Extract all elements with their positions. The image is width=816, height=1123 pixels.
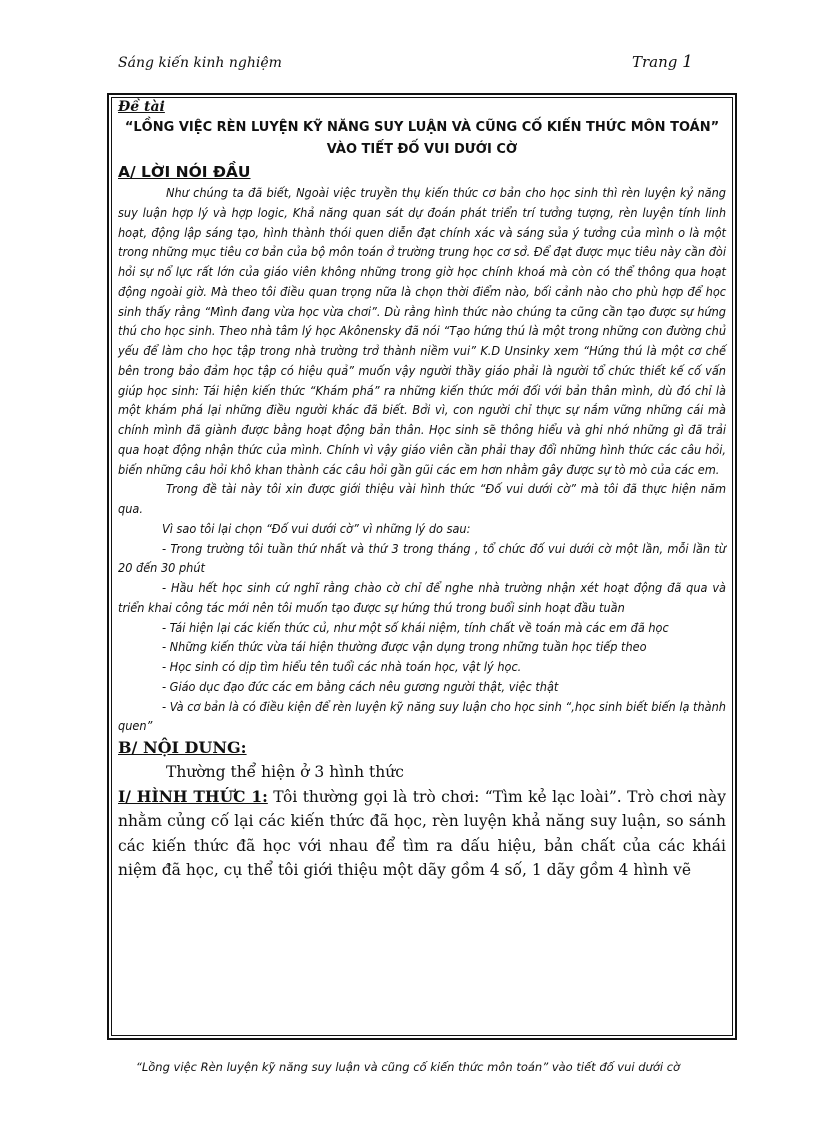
title-line-2: VÀO TIẾT ĐỐ VUI DƯỚI CỜ [326,142,518,157]
form-1-text: Tôi thường gọi là trò chơi: “Tìm kẻ lạc loài”. Trò chơi này nhằm củng cố lại các kiến thức đã học, rèn luyện khả năng suy luận, so sánh các kiến thức đã học với nhau để tìm ra dấu hiệu, bản chất của các khái niệm đã học, cụ thể tôi giới thiệu một dãy gồm 4 số, 1 dãy gồm 4 hình vẽ [118,787,726,879]
header-page [632,52,693,72]
reason-item: - Những kiến thức vừa tái hiện thường được vận dụng trong những tuần học tiếp theo [162,639,647,655]
page-footer: “Lồng việc Rèn luyện kỹ năng suy luận và cũng cố kiến thức môn toán” vào tiết đố vui dưới cờ [135,1060,681,1074]
page-number: 1 [682,52,693,72]
reason-item: - Trong trường tôi tuần thứ nhất và thứ 3 trong tháng , tổ chức đố vui dưới cờ một lần, mỗi lần từ 20 đến 30 phút [118,540,726,576]
reason-item: - Học sinh có dịp tìm hiểu tên tuổi các nhà toán học, vật lý học. [162,659,522,674]
document-body [118,97,726,883]
intro-paragraph: Như chúng ta đã biết, Ngoài việc truyền thụ kiến thức cơ bản cho học sinh thì rèn luyện kỷ năng suy luận hợp lý và hợp logic, Khả năng quan sát dự đoán phát triển trí tưởng tượng, rèn luyện tính linh hoạt, động lập sáng tạo, hình thành thói quen diễn đạt chính xác và sáng sủa ý tưởng của mình o là một trong những mục tiêu cơ bản của bộ môn toán ở trường trung học cơ sở. Để đạt được mục tiêu này cần đòi hỏi sự nổ lực rất lớn của giáo viên không những trong giờ học chính khoá mà còn có thể thông qua hoạt động ngoài giờ. Mà theo tôi điều quan trọng nữa là chọn thời điểm nào, bối cảnh nào cho phù hợp để học sinh thấy rằng “Mình đang vừa học vừa chơi”. Dù rằng hình thức nào chúng ta cũng cần tạo được sự hứng thú cho học sinh. Theo nhà tâm lý học Akônensky đã nói “Tạo hứng thú là một trong những con đường chủ yếu để làm cho học tập trong nhà trường trở thành niềm vui” K.D Unsinky xem “Hứng thú là một cơ chế bên trong bảo đảm học tập có hiệu quả” muốn vậy người thầy giáo phải là người tổ chức thiết kế cố vấn giúp học sinh: Tái hiện kiến thức “Khám phá” ra những kiến thức mới đối với bản thân mình, dù đó chỉ là một khám phá lại những điều người khác đã biết. Bởi vì, con người chỉ thực sự nắm vững những cái mà chính mình đã giành được bằng hoạt động bản thân. Học sinh sẽ thông hiểu và ghi nhớ những gì đã trải qua hoạt động nhận thức của mình. Chính vì vậy giáo viên cần phải thay đổi những hình thức các câu hỏi, biến những câu hỏi khô khan thành các câu hỏi gần gũi các em hơn nhằm gây được sự tò mò của các em. [118,185,726,477]
title-line-1: “LỒNG VIỆC RÈN LUYỆN KỸ NĂNG SUY LUẬN VÀ CŨNG CỐ KIẾN THỨC MÔN TOÁN” [124,120,720,135]
reason-item: - Và cơ bản là có điều kiện để rèn luyện kỹ năng suy luận cho học sinh “,học sinh biết biến lạ thành quen” [118,698,726,734]
header-doc-type: Sáng kiến kinh nghiệm [118,55,282,71]
reason-item: - Giáo dục đạo đức các em bằng cách nêu gương người thật, việc thật [162,678,559,694]
section-a-heading: A/ LỜI NÓI ĐẦU [118,163,251,181]
reason-item: - Hầu hết học sinh cứ nghĩ rằng chào cờ chỉ để nghe nhà trường nhận xét hoạt động đã qua và triển khai công tác mới nên tôi muốn tạo được sự hứng thú trong buổi sinh hoạt đầu tuần [118,580,726,615]
form-1-heading: I/ HÌNH THỨC 1: [118,786,268,806]
section-b-heading: B/ NỘI DUNG: [118,738,247,757]
topic-paragraph: Trong đề tài này tôi xin được giới thiệu vài hình thức “Đố vui dưới cờ” mà tôi đã thực hiện năm qua. [118,481,726,516]
reason-item: - Tái hiện lại các kiến thức củ, như một số khái niệm, tính chất về toán mà các em đã học [162,619,669,635]
topic-label: Đề tài [118,99,165,115]
section-b-intro: Thường thể hiện ở 3 hình thức [166,763,404,781]
reasons-intro: Vì sao tôi lại chọn “Đố vui dưới cờ” vì những lý do sau: [162,520,471,536]
form-1-paragraph [118,785,726,883]
page-label: Trang [632,53,678,71]
